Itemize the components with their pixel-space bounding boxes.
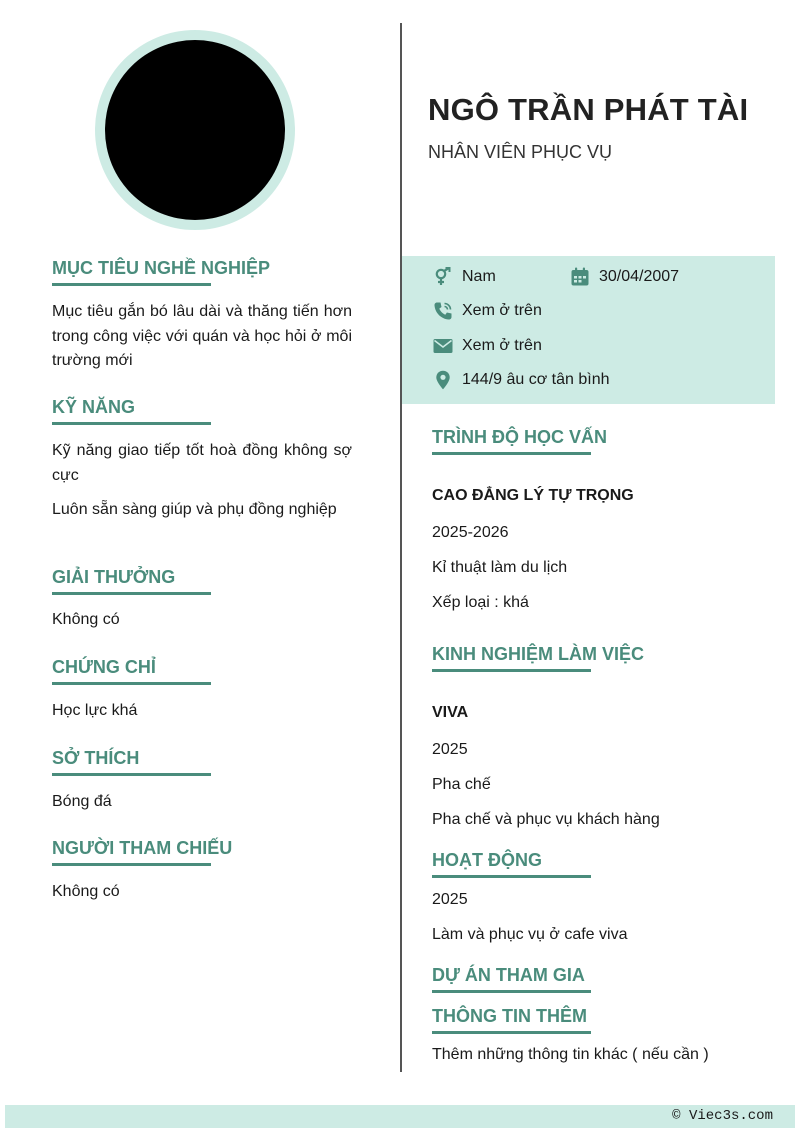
additional-section	[432, 1006, 775, 1034]
awards-title: GIẢI THƯỞNG	[52, 567, 211, 595]
projects-section	[432, 965, 775, 993]
activities-description: Làm và phục vụ ở cafe viva	[432, 926, 628, 943]
education-school: CAO ĐẲNG LÝ TỰ TRỌNG	[432, 487, 634, 504]
education-period: 2025-2026	[432, 524, 509, 541]
footer-credit[interactable]: © Viec3s.com	[672, 1108, 773, 1124]
birthdate-row	[569, 266, 679, 288]
certificates-title: CHỨNG CHỈ	[52, 657, 211, 685]
experience-role: Pha chế	[432, 776, 491, 793]
experience-title: KINH NGHIỆM LÀM VIỆC	[432, 644, 591, 672]
gender-value: Nam	[462, 268, 496, 285]
map-pin-icon	[432, 369, 454, 391]
references-text: Không có	[52, 883, 120, 900]
phone-icon	[432, 300, 454, 322]
projects-title: DỰ ÁN THAM GIA	[432, 965, 591, 993]
column-divider	[400, 23, 402, 1072]
objective-text: Mục tiêu gắn bó lâu dài và thăng tiến hơn trong công việc với quán và học hỏi ở môi trường mới	[52, 303, 352, 369]
candidate-name: NGÔ TRẦN PHÁT TÀI	[428, 92, 749, 127]
experience-company: VIVA	[432, 704, 469, 721]
phone-row	[432, 300, 542, 322]
references-section	[52, 838, 352, 905]
gender-icon	[432, 266, 454, 288]
skills-section	[52, 397, 352, 523]
skills-title: KỸ NĂNG	[52, 397, 211, 425]
additional-text: Thêm những thông tin khác ( nếu cần )	[432, 1046, 709, 1063]
address-value: 144/9 âu cơ tân bình	[462, 371, 610, 388]
hobbies-title: SỞ THÍCH	[52, 748, 211, 776]
gender-row	[432, 266, 496, 288]
activities-section	[432, 850, 775, 878]
experience-year: 2025	[432, 741, 468, 758]
education-grade: Xếp loại : khá	[432, 594, 529, 611]
hobbies-text: Bóng đá	[52, 793, 112, 810]
objective-section	[52, 258, 352, 374]
certificates-section	[52, 657, 352, 724]
education-section	[432, 427, 775, 455]
address-row	[432, 369, 610, 391]
education-title: TRÌNH ĐỘ HỌC VẤN	[432, 427, 591, 455]
education-major: Kỉ thuật làm du lịch	[432, 559, 568, 576]
skill-item: Luôn sẵn sàng giúp và phụ đồng nghiệp	[52, 501, 337, 518]
avatar-ring	[95, 30, 295, 230]
job-title: NHÂN VIÊN PHỤC VỤ	[428, 142, 613, 162]
avatar[interactable]	[105, 40, 285, 220]
email-row	[432, 335, 542, 357]
contact-box	[402, 256, 775, 404]
certificates-text: Học lực khá	[52, 702, 138, 719]
birthdate-value: 30/04/2007	[599, 268, 680, 285]
objective-title: MỤC TIÊU NGHỀ NGHIỆP	[52, 258, 211, 286]
awards-section	[52, 567, 352, 633]
phone-value[interactable]: Xem ở trên	[462, 302, 542, 319]
envelope-icon	[432, 335, 454, 357]
calendar-icon	[569, 266, 591, 288]
skill-item: Kỹ năng giao tiếp tốt hoà đồng không sợ cực	[52, 442, 352, 484]
activities-title: HOẠT ĐỘNG	[432, 850, 591, 878]
footer-bar	[5, 1105, 795, 1128]
hobbies-section	[52, 748, 352, 815]
additional-title: THÔNG TIN THÊM	[432, 1006, 591, 1034]
experience-section	[432, 644, 775, 672]
experience-description: Pha chế và phục vụ khách hàng	[432, 811, 660, 828]
activities-year: 2025	[432, 891, 468, 908]
references-title: NGƯỜI THAM CHIẾU	[52, 838, 211, 866]
email-value[interactable]: Xem ở trên	[462, 337, 542, 354]
awards-text: Không có	[52, 611, 120, 628]
